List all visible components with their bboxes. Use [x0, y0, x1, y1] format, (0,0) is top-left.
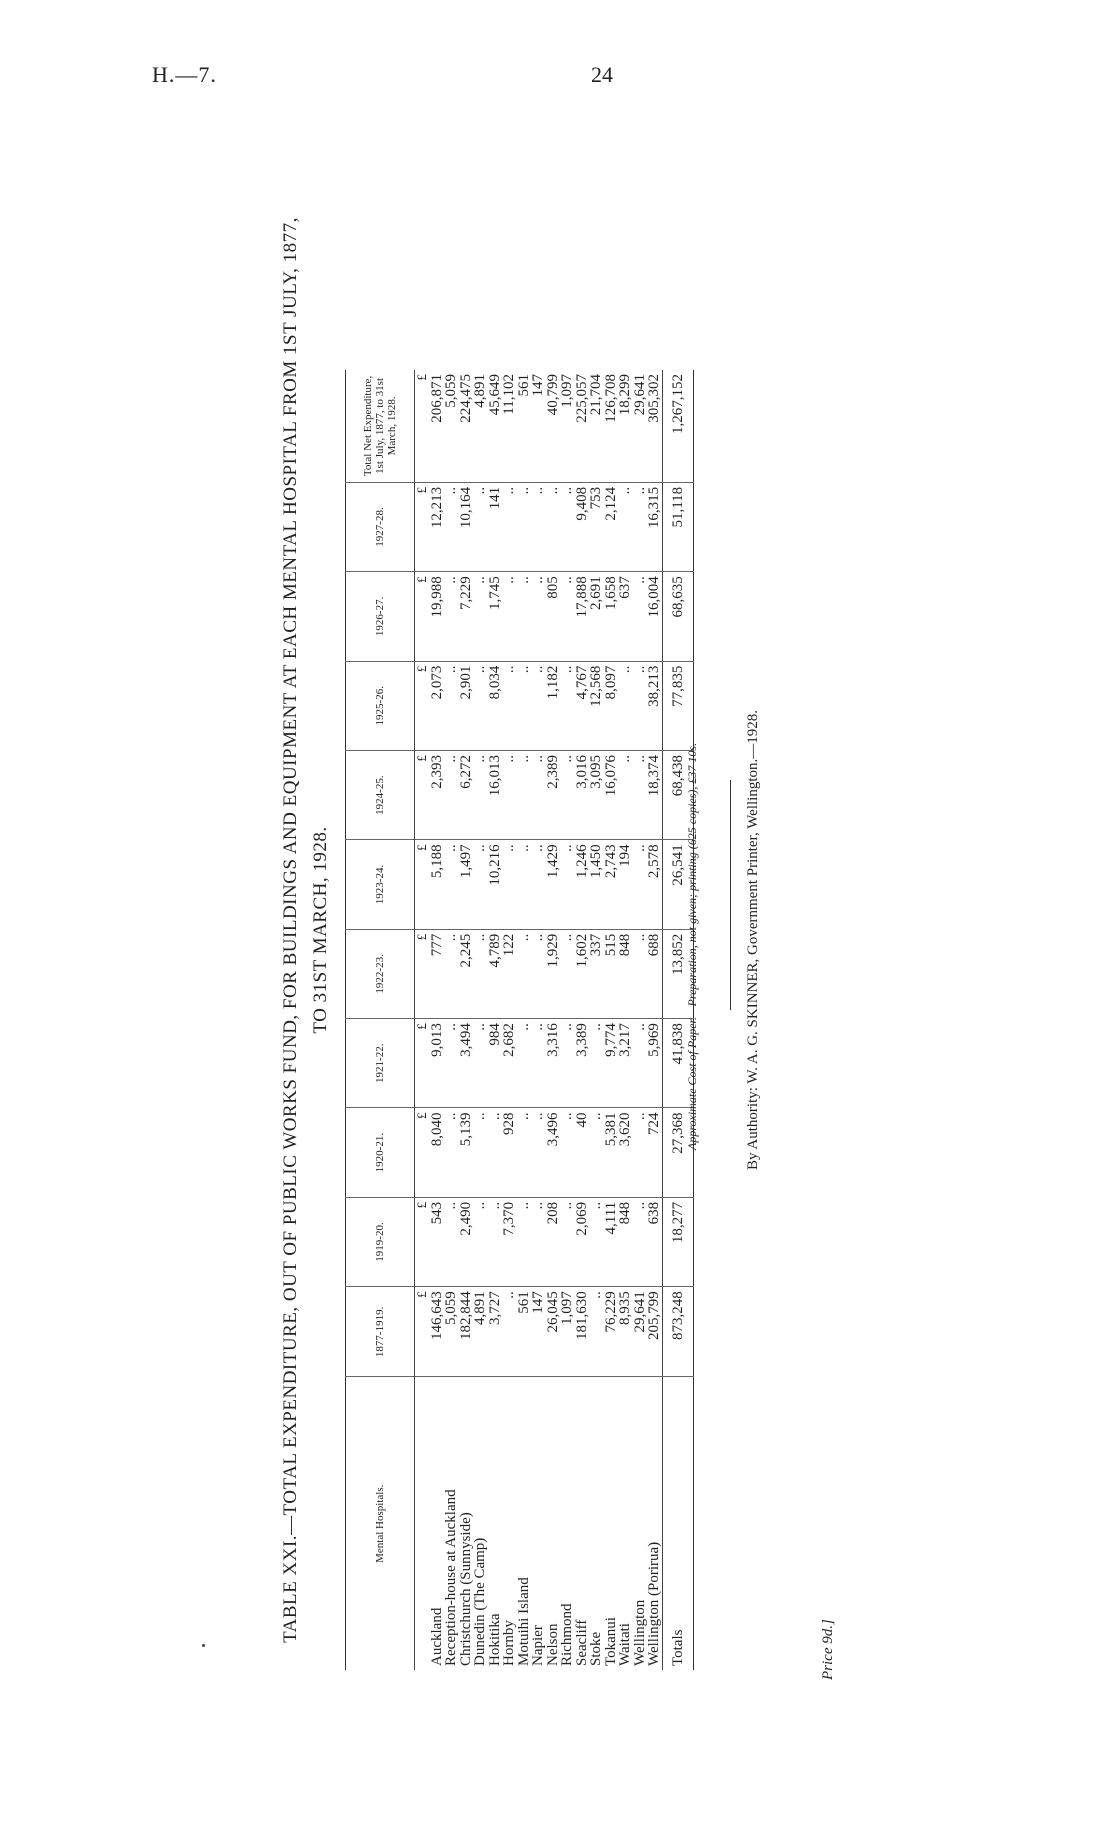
total-cell: 68,438: [662, 750, 694, 839]
totals-label: Totals: [662, 1377, 694, 1670]
unit-cell: £: [415, 840, 430, 929]
unit-cell: £: [415, 1197, 430, 1286]
unit-cell: £: [415, 1108, 430, 1197]
values-1919-20: 543 .. 2,490 .. .. 7,370 .. .. 208 .. 2,069 .. 4,111 848 .. 638: [430, 1197, 663, 1286]
price-note: Price 9d.]: [820, 1619, 836, 1680]
total-cell: 68,635: [662, 572, 694, 661]
cost-footnote: Approximate Cost of Paper.—Preparation, not given; printing (625 copies), £37 10s.: [685, 742, 699, 1150]
total-cell: 26,541: [662, 840, 694, 929]
page-number: 24: [591, 62, 613, 87]
total-cell: 13,852: [662, 929, 694, 1018]
values-1922-23: 777 .. 2,245 .. 4,789 122 .. .. 1,929 .. 1,602 337 515 848 .. 688: [430, 929, 663, 1018]
column-header: 1924-25.: [346, 750, 415, 839]
unit-cell: £: [415, 572, 430, 661]
column-header: 1921-22.: [346, 1019, 415, 1108]
values-1925-26: 2,073 .. 2,901 .. 8,034 .. .. .. 1,182 .. 4,767 12,568 8,097 .. .. 38,213: [430, 661, 663, 750]
column-header: 1923-24.: [346, 840, 415, 929]
divider: [730, 780, 731, 1010]
header-row: [346, 370, 415, 1670]
values-1877-1919: 146,643 5,059 182,844 4,891 3,727 .. 561 147 26,045 1,097 181,630 .. 76,229 8,935 29,641 205,799: [430, 1287, 663, 1377]
total-cell: 873,248: [662, 1287, 694, 1377]
column-header: 1877-1919.: [346, 1287, 415, 1377]
table-title-continuation: TO 31ST MARCH, 1928.: [310, 826, 331, 1034]
unit-cell: £: [415, 1287, 430, 1377]
header-left: H.—7.: [152, 62, 217, 87]
values-1921-22: 9,013 .. 3,494 .. 984 2,682 .. .. 3,316 .. 3,389 .. 9,774 3,217 .. 5,969: [430, 1019, 663, 1108]
total-cell: 27,368: [662, 1108, 694, 1197]
unit-cell: £: [415, 661, 430, 750]
column-header: 1920-21.: [346, 1108, 415, 1197]
authority-line: By Authority: W. A. G. SKINNER, Government Printer, Wellington.—1928.: [745, 710, 761, 1170]
values-1926-27: 19,988 .. 7,229 .. 1,745 .. .. .. 805 .. 17,888 2,691 1,658 637 .. 16,004: [430, 572, 663, 661]
values-1923-24: 5,188 .. 1,497 .. 10,216 .. .. .. 1,429 .. 1,246 1,450 2,743 194 .. 2,578: [430, 840, 663, 929]
unit-cell: [415, 1377, 430, 1670]
values-1920-21: 8,040 .. 5,139 .. .. 928 .. .. 3,496 .. 40 .. 5,381 3,620 .. 724: [430, 1108, 663, 1197]
values-total: 206,871 5,059 224,475 4,891 45,649 11,102 561 147 40,799 1,097 225,057 21,704 126,708 18,299 29,641 305,302: [430, 370, 663, 482]
column-header: 1922-23.: [346, 929, 415, 1018]
table-title: TABLE XXI.—TOTAL EXPENDITURE, OUT OF PUBLIC WORKS FUND, FOR BUILDINGS AND EQUIPMENT AT EACH MENTAL HOSPITAL FROM 1ST JULY, 1877,: [280, 217, 301, 1643]
grand-total-cell: 1,267,152: [662, 370, 694, 482]
unit-row: [415, 370, 430, 1670]
column-header: 1926-27.: [346, 572, 415, 661]
total-cell: 18,277: [662, 1197, 694, 1286]
hospital-names: Auckland Reception-house at Auckland Christchurch (Sunnyside) Dunedin (The Camp) Hokitika Hornby Motuihi Island Napier Nelson Richmond Seacliff Stoke Tokanui Waitati Wellington Wellington (Porirua): [428, 1489, 662, 1666]
column-header: 1919-20.: [346, 1197, 415, 1286]
values-1927-28: 12,213 .. 10,164 .. 141 .. .. .. .. .. 9,408 753 2,124 .. .. 16,315: [430, 482, 663, 571]
expenditure-table: [345, 370, 694, 1670]
table-body-row: [430, 370, 663, 1670]
total-cell: 77,835: [662, 661, 694, 750]
unit-cell: £: [415, 1019, 430, 1108]
total-cell: 51,118: [662, 482, 694, 571]
column-header: Total Net Expenditure, 1st July, 1877, to 31st March, 1928.: [346, 370, 415, 482]
unit-cell: £: [415, 370, 430, 482]
values-1924-25: 2,393 .. 6,272 .. 16,013 .. .. .. 2,389 .. 3,016 3,095 16,076 .. .. 18,374: [430, 750, 663, 839]
unit-cell: £: [415, 929, 430, 1018]
total-cell: 41,838: [662, 1019, 694, 1108]
rotated-table-block: [270, 130, 870, 1710]
unit-cell: £: [415, 482, 430, 571]
paper-speck: [202, 1644, 205, 1647]
column-header: 1925-26.: [346, 661, 415, 750]
column-header: Mental Hospitals.: [346, 1377, 415, 1670]
column-header: 1927-28.: [346, 482, 415, 571]
unit-cell: £: [415, 750, 430, 839]
